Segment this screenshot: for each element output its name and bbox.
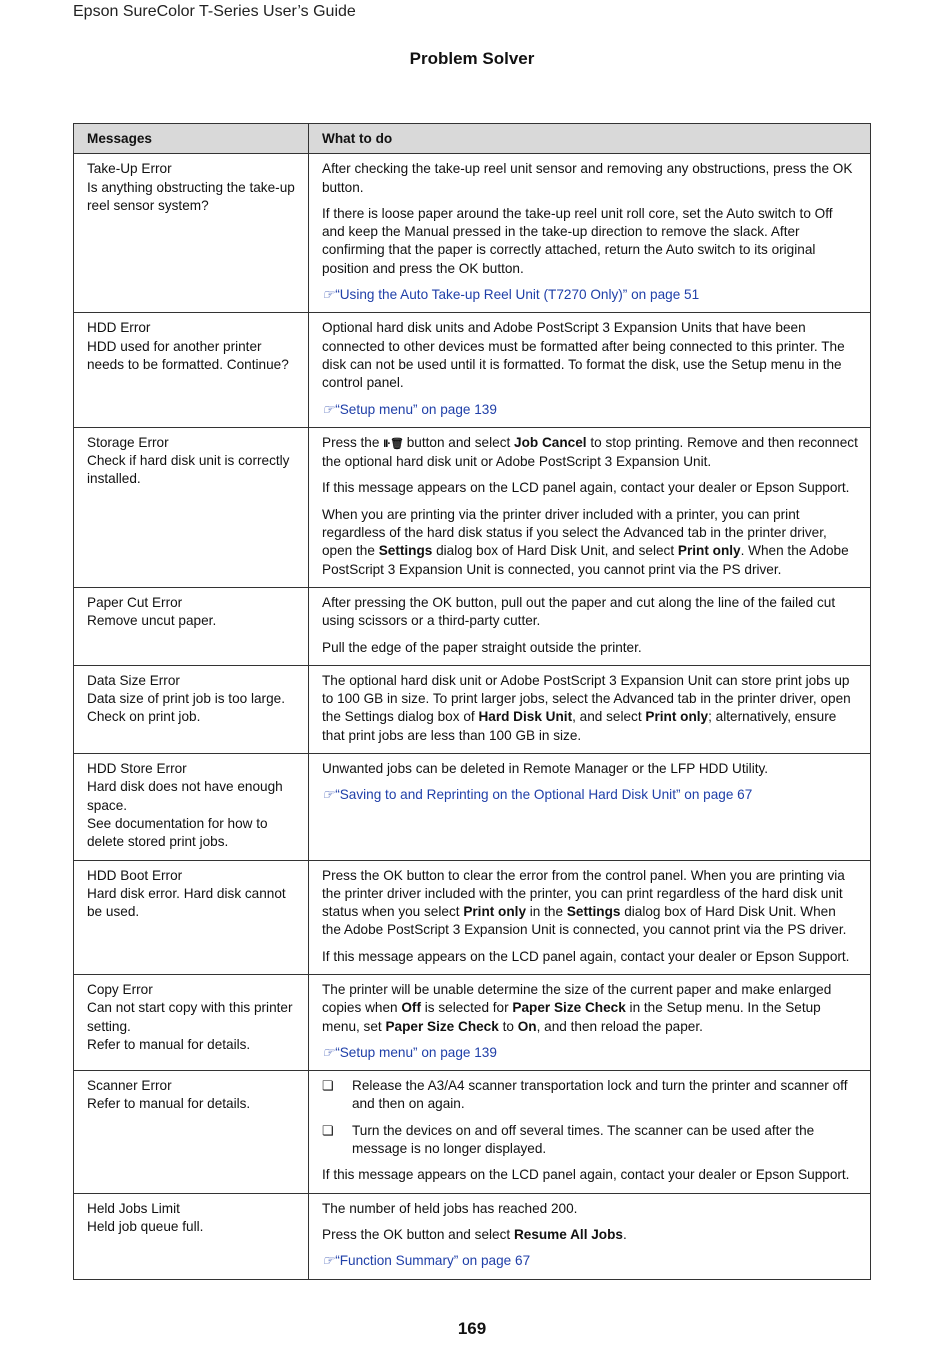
message-cell xyxy=(74,1071,309,1193)
action-paragraph: Optional hard disk units and Adobe PostScript 3 Expansion Units that have been connected to other devices must be formatted after being connected to this printer. The disk can not be used until it is formatted. To format the disk, use the Setup menu in the control panel. xyxy=(322,320,845,391)
action-paragraph xyxy=(322,434,858,472)
bold-term: Paper Size Check xyxy=(512,1000,626,1016)
action-paragraph xyxy=(322,981,858,1036)
action-cell xyxy=(309,665,871,753)
action-paragraph: If this message appears on the LCD panel again, contact your dealer or Epson Support. xyxy=(322,948,850,964)
cross-reference[interactable] xyxy=(322,286,858,304)
message-title: Paper Cut Error xyxy=(87,594,183,610)
message-cell xyxy=(74,313,309,427)
message-title: HDD Boot Error xyxy=(87,867,183,883)
message-text: Check on print job. xyxy=(87,709,201,725)
text-run: ; alternatively, ensure that print jobs are less than 100 GB in size. xyxy=(322,709,837,743)
message-text: Check if hard disk unit is correctly installed. xyxy=(87,453,290,487)
bullet-text: Turn the devices on and off several times. The scanner can be used after the message is no longer displayed. xyxy=(352,1122,815,1157)
table-row xyxy=(74,1193,871,1279)
table-row xyxy=(74,1071,871,1193)
text-run: , and select xyxy=(572,709,646,725)
cross-reference-link[interactable]: “Using the Auto Take-up Reel Unit (T7270 Only)” on page 51 xyxy=(335,287,700,303)
action-paragraph xyxy=(322,1226,858,1244)
text-run: button and select xyxy=(402,434,515,450)
bold-term: Off xyxy=(401,1000,421,1016)
bold-term: On xyxy=(517,1018,537,1034)
pointing-hand-icon: ☞ xyxy=(322,287,335,303)
action-paragraph xyxy=(322,867,858,940)
bullet-item xyxy=(322,1122,858,1159)
table-row xyxy=(74,587,871,665)
section-title: Problem Solver xyxy=(409,49,535,68)
messages-table xyxy=(73,123,871,1280)
action-paragraph: After checking the take-up reel unit sensor and removing any obstructions, press the OK button. xyxy=(322,161,853,195)
action-paragraph: If there is loose paper around the take-up reel unit roll core, set the Auto switch to Off and keep the Manual pressed in the take-up direction to remove the slack. After confirming that the paper is correctly attached, return the Auto switch to its original position and press the OK button. xyxy=(322,205,833,276)
message-title: Take-Up Error xyxy=(87,161,172,177)
message-title: HDD Store Error xyxy=(87,761,187,777)
action-cell xyxy=(309,313,871,427)
action-paragraph: After pressing the OK button, pull out the paper and cut along the line of the failed cut using scissors or a third-party cutter. xyxy=(322,594,836,629)
bold-term: Job Cancel xyxy=(514,434,587,450)
text-run: . When the Adobe PostScript 3 Expansion Unit is connected, you cannot print via the PS driver. xyxy=(322,543,849,577)
text-run: in the xyxy=(526,904,567,920)
message-cell xyxy=(74,974,309,1070)
action-paragraph: The number of held jobs has reached 200. xyxy=(322,1200,578,1216)
bold-term: Paper Size Check xyxy=(385,1018,499,1034)
message-text: Remove uncut paper. xyxy=(87,613,217,629)
text-run: , and then reload the paper. xyxy=(536,1018,703,1034)
checkbox-bullet-icon: ❏ xyxy=(322,1122,334,1138)
cross-reference-link[interactable]: “Saving to and Reprinting on the Optional Hard Disk Unit” on page 67 xyxy=(335,787,753,803)
message-title: Copy Error xyxy=(87,981,153,997)
action-cell xyxy=(309,587,871,665)
pointing-hand-icon: ☞ xyxy=(322,1044,335,1060)
text-run: dialog box of Hard Disk Unit. When the Adobe PostScript 3 Expansion Unit is connected, you cannot print via the PS driver. xyxy=(322,904,847,938)
message-text: Can not start copy with this printer setting. xyxy=(87,1000,293,1034)
cross-reference-link[interactable]: “Setup menu” on page 139 xyxy=(335,1044,497,1060)
action-cell xyxy=(309,154,871,313)
pointing-hand-icon: ☞ xyxy=(322,787,335,803)
pointing-hand-icon: ☞ xyxy=(322,401,335,417)
text-run: The printer will be unable determine the size of the current paper and make enlarged copies when xyxy=(322,981,832,1016)
page-number: 169 xyxy=(457,1319,487,1338)
message-cell xyxy=(74,665,309,753)
message-text: Hard disk error. Hard disk cannot be used. xyxy=(87,885,286,920)
message-title: Storage Error xyxy=(87,434,169,450)
bullet-item xyxy=(322,1077,858,1114)
message-title: Data Size Error xyxy=(87,672,180,688)
text-run: to xyxy=(498,1018,518,1034)
message-text: See documentation for how to delete stored print jobs. xyxy=(87,815,268,850)
column-header-messages: Messages xyxy=(74,124,309,154)
checkbox-bullet-icon: ❏ xyxy=(322,1078,334,1094)
action-cell xyxy=(309,754,871,860)
text-run: to stop printing. Remove and then reconnect the optional hard disk unit or Adobe PostScript 3 Expansion Unit. xyxy=(322,434,858,470)
text-run: Press the xyxy=(322,434,384,450)
bold-term: Print only xyxy=(677,543,741,559)
cross-reference[interactable] xyxy=(322,1044,858,1062)
bold-term: Settings xyxy=(566,904,621,920)
text-run: in the Setup menu. In the Setup menu, set xyxy=(322,1000,821,1034)
bold-term: Print only xyxy=(463,904,526,920)
cross-reference-link[interactable]: “Function Summary” on page 67 xyxy=(335,1253,531,1269)
bold-term: Resume All Jobs xyxy=(513,1226,623,1242)
bold-term: Print only xyxy=(645,709,709,725)
message-text: Is anything obstructing the take-up reel sensor system? xyxy=(87,179,295,213)
action-paragraph xyxy=(322,506,858,579)
table-header-row xyxy=(74,124,871,154)
message-text: Data size of print job is too large. xyxy=(87,691,285,707)
action-cell xyxy=(309,974,871,1070)
table-row xyxy=(74,665,871,753)
message-cell xyxy=(74,754,309,860)
message-cell xyxy=(74,1193,309,1279)
pause-cancel-icon: II·🗑 xyxy=(383,437,403,450)
action-paragraph: Pull the edge of the paper straight outside the printer. xyxy=(322,639,642,655)
bullet-text: Release the A3/A4 scanner transportation lock and turn the printer and scanner off and then on again. xyxy=(352,1078,848,1112)
message-title: HDD Error xyxy=(87,320,151,336)
cross-reference[interactable] xyxy=(322,1252,858,1270)
action-paragraph: If this message appears on the LCD panel again, contact your dealer or Epson Support. xyxy=(322,1167,850,1183)
table-row xyxy=(74,154,871,313)
message-cell xyxy=(74,427,309,587)
action-cell xyxy=(309,860,871,974)
column-header-what-to-do: What to do xyxy=(309,124,871,154)
table-row xyxy=(74,754,871,860)
cross-reference[interactable] xyxy=(322,401,858,419)
text-run: Press the OK button and select xyxy=(322,1226,514,1242)
table-row xyxy=(74,313,871,427)
running-header: Epson SureColor T-Series User’s Guide xyxy=(73,3,356,20)
table-row xyxy=(74,427,871,587)
message-text: Held job queue full. xyxy=(87,1218,204,1234)
message-text: Hard disk does not have enough space. xyxy=(87,779,283,813)
text-run: . xyxy=(622,1226,627,1242)
cross-reference[interactable] xyxy=(322,786,858,804)
message-text: Refer to manual for details. xyxy=(87,1036,251,1052)
action-cell xyxy=(309,1193,871,1279)
message-title: Scanner Error xyxy=(87,1078,172,1094)
bold-term: Hard Disk Unit xyxy=(478,709,573,725)
table-row xyxy=(74,860,871,974)
action-paragraph: If this message appears on the LCD panel again, contact your dealer or Epson Support. xyxy=(322,480,850,496)
text-run: The optional hard disk unit or Adobe PostScript 3 Expansion Unit can store print jobs up to 100 GB in size. To print larger jobs, select the Advanced tab in the printer driver, open the Settings dialog box of xyxy=(322,672,851,725)
bold-term: Settings xyxy=(378,543,433,559)
message-cell xyxy=(74,587,309,665)
action-paragraph xyxy=(322,672,858,745)
message-cell xyxy=(74,860,309,974)
cross-reference-link[interactable]: “Setup menu” on page 139 xyxy=(335,401,497,417)
message-text: Refer to manual for details. xyxy=(87,1096,251,1112)
table-row xyxy=(74,974,871,1070)
message-text: HDD used for another printer needs to be formatted. Continue? xyxy=(87,338,289,372)
message-title: Held Jobs Limit xyxy=(87,1200,180,1216)
message-cell xyxy=(74,154,309,313)
pointing-hand-icon: ☞ xyxy=(322,1253,335,1269)
text-run: is selected for xyxy=(421,1000,513,1016)
action-cell xyxy=(309,427,871,587)
text-run: dialog box of Hard Disk Unit, and select xyxy=(432,543,678,559)
action-paragraph: Unwanted jobs can be deleted in Remote Manager or the LFP HDD Utility. xyxy=(322,761,769,777)
text-run: Press the OK button to clear the error from the control panel. When you are printing via the printer driver included with the printer, you can print regardless of the hard disk unit status when you select xyxy=(322,867,845,920)
text-run: When you are printing via the printer driver included with a printer, you can print regardless of the hard disk status if you select the Advanced tab in the printer driver, open the xyxy=(322,506,827,559)
action-cell xyxy=(309,1071,871,1193)
